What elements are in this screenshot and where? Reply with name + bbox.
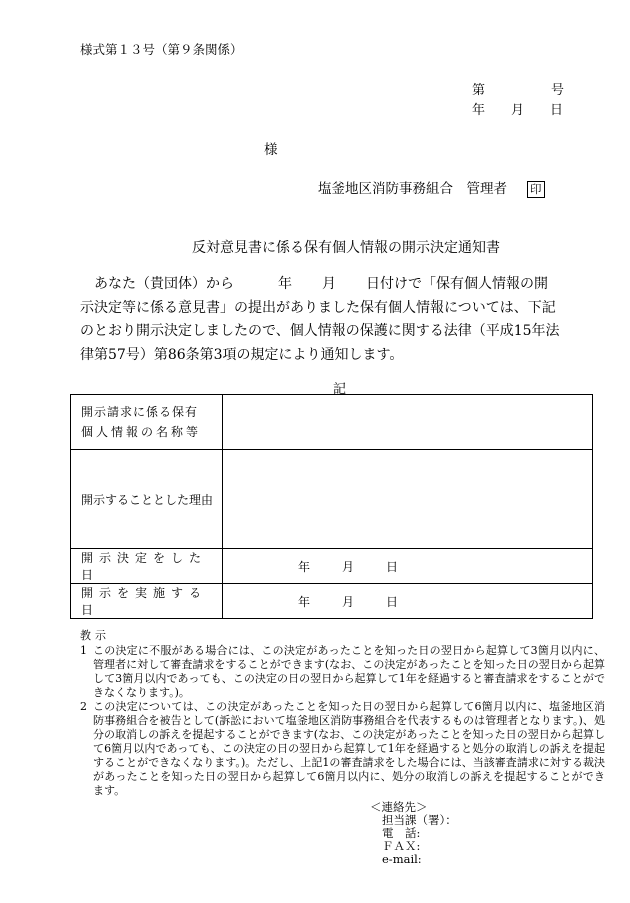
body-month: 月 <box>322 276 336 292</box>
contact-block <box>370 801 457 866</box>
table-row <box>71 450 593 549</box>
table-row <box>71 549 593 584</box>
form-number: 様式第１３号（第９条関係） <box>80 42 243 57</box>
document-number <box>472 79 564 98</box>
document-date <box>472 99 563 118</box>
contact-phone: 電 話: <box>382 826 421 840</box>
doc-date-year: 年 <box>472 103 486 118</box>
sender <box>318 177 545 198</box>
row-label-implementation-date: 開示を実施する日 <box>71 584 223 619</box>
row-label-info-name <box>71 395 223 450</box>
date-day: 日 <box>386 559 399 574</box>
ki-heading: 記 <box>333 382 347 397</box>
document-title: 反対意見書に係る保有個人情報の開示決定通知書 <box>192 240 500 256</box>
body-year: 年 <box>278 276 292 292</box>
sender-name: 塩釜地区消防事務組合 管理者 <box>318 181 507 197</box>
instruction-item <box>80 644 605 700</box>
row-label-reason: 開示することとした理由 <box>71 450 223 549</box>
instruction-text: この決定に不服がある場合には、この決定があったことを知った日の翌日から起算して3箇月以内に、管理者に対して審査請求をすることができます(なお、この決定があったことを知った日の翌日から起算して3箇月以内であっても、この決定の日の翌日から起算して1年を経過すると審査請求をすることができなくなります。)。 <box>93 644 605 699</box>
instructions-section <box>80 629 605 798</box>
instructions-heading: 教示 <box>80 629 110 642</box>
date-month: 月 <box>342 559 355 574</box>
date-year: 年 <box>298 559 311 574</box>
cell-info-name-value <box>223 395 593 450</box>
contact-email: e-mail: <box>382 852 422 866</box>
instruction-item <box>80 700 605 798</box>
doc-date-month: 月 <box>511 103 525 118</box>
row-label-line1: 開示請求に係る保有 <box>81 405 199 419</box>
instruction-number: 1 <box>80 644 87 657</box>
doc-number-suffix: 号 <box>551 83 565 98</box>
instruction-number: 2 <box>80 700 87 713</box>
instruction-text: この決定については、この決定があったことを知った日の翌日から起算して6箇月以内に、塩釜地区消防事務組合を被告として(訴訟において塩釜地区消防事務組合を代表するものは管理者となります。)、処分の取消しの訴えを提起することができます(なお、この決定があったことを知った日の翌日から起算して6箇月以内であっても、この決定の日の翌日から起算して1年を経過すると処分の取消しの訴えを提起することができなくなります。)。ただし、上記1の審査請求をした場合には、当該審査請求に対する裁決があったことを知った日の翌日から起算して6箇月以内に、処分の取消しの訴えを提起することができます。 <box>93 700 605 797</box>
contact-heading: ＜連絡先＞ <box>370 800 428 814</box>
date-day: 日 <box>386 594 399 609</box>
cell-decision-date-value <box>223 549 593 584</box>
cell-implementation-date-value <box>223 584 593 619</box>
contact-fax: ＦＡＸ: <box>382 839 421 853</box>
date-month: 月 <box>342 594 355 609</box>
table-row <box>71 584 593 619</box>
table-row <box>71 395 593 450</box>
row-label-line2: 個人情報の名称等 <box>81 425 202 439</box>
addressee: 様 <box>264 142 278 158</box>
date-year: 年 <box>298 594 311 609</box>
disclosure-table <box>70 394 593 619</box>
doc-date-day: 日 <box>550 103 564 118</box>
body-part2: 日付けで「保有個人情報の開示決定等に係る意見書」の提出がありました保有個人情報については、下記のとおり開示決定しましたので、個人情報の保護に関する法律（平成15年法律第57号）第86条第3項の規定により通知します。 <box>80 276 560 363</box>
seal-mark: 印 <box>527 181 545 198</box>
body-part1: あなた（貴団体）から <box>94 276 234 292</box>
contact-section: 担当課（署）： <box>382 813 457 827</box>
row-label-decision-date: 開示決定をした日 <box>71 549 223 584</box>
doc-number-prefix: 第 <box>472 83 486 98</box>
cell-reason-value <box>223 450 593 549</box>
body-paragraph <box>80 273 560 367</box>
